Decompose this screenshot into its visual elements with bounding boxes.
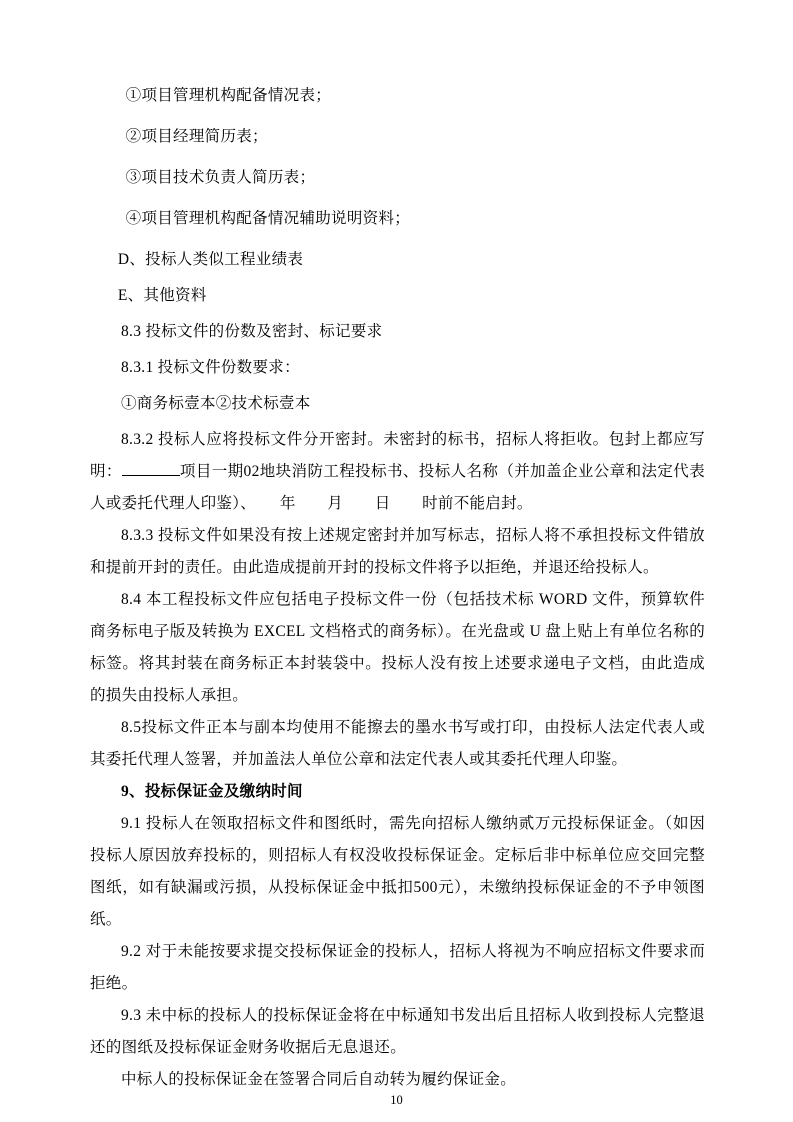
section-9-heading: 9、投标保证金及缴纳时间: [121, 783, 303, 800]
list-item-circled-1: ①项目管理机构配备情况表；: [125, 87, 332, 104]
clause-9-1: 9.1 投标人在领取招标文件和图纸时，需先向招标人缴纳贰万元投标保证金。（如因投标人原因放弃投标的，则招标人有权没收投标保证金。定标后非中标单位应交回完整图纸，如有缺漏或污损，从投标保证金中抵扣500元），未缴纳投标保证金的不予申领图纸。: [90, 815, 705, 928]
clause-8-4: 8.4 本工程投标文件应包括电子投标文件一份（包括技术标 WORD 文件，预算软件商务标电子版及转换为 EXCEL 文档格式的商务标）。在光盘或 U 盘上贴上有单位名称的标签。将其封装在商务标正本封装袋中。投标人没有按上述要求递电子文档，由此造成的损失由投标人承担。: [90, 591, 705, 704]
clause-8-3-1: 8.3.1 投标文件份数要求：: [121, 359, 300, 376]
clause-8-3-title: 8.3 投标文件的份数及密封、标记要求: [121, 323, 383, 340]
list-item-letter-d: D、投标人类似工程业绩表: [117, 251, 304, 268]
clause-8-5: 8.5投标文件正本与副本均使用不能擦去的墨水书写或打印，由投标人法定代表人或其委托代理人签署，并加盖法人单位公章和法定代表人或其委托代理人印鉴。: [90, 719, 705, 768]
fill-in-blank-project-name: [122, 461, 180, 477]
clause-9-3: 9.3 未中标的投标人的投标保证金将在中标通知书发出后且招标人收到投标人完整退还的图纸及投标保证金财务收据后无息退还。: [90, 1007, 705, 1056]
clause-8-3-2: [90, 424, 705, 520]
clause-8-3-2-text-before-blank: 8.3.2 投标人应将投标文件分开密封。未密封的标书，招标人将拒收。包封上都应写明：: [90, 431, 705, 480]
clause-8-3-1-items: ①商务标壹本②技术标壹本: [121, 395, 311, 412]
list-item-circled-4: ④项目管理机构配备情况辅助说明资料；: [125, 210, 411, 227]
clause-8-3-2-text-after-blank: 项目一期02地块消防工程投标书、投标人名称（并加盖企业公章和法定代表人或委托代理人印鉴）、 年 月 日 时前不能启封。: [90, 463, 705, 512]
list-item-circled-3: ③项目技术负责人简历表；: [125, 169, 316, 186]
page-number: 10: [390, 1093, 403, 1107]
clause-9-3-note: 中标人的投标保证金在签署合同后自动转为履约保证金。: [121, 1071, 517, 1088]
list-item-letter-e: E、其他资料: [117, 287, 207, 304]
document-body: [90, 80, 705, 1096]
list-item-circled-2: ②项目经理简历表；: [125, 128, 268, 145]
clause-9-2: 9.2 对于未能按要求提交投标保证金的投标人，招标人将视为不响应招标文件要求而拒绝。: [90, 943, 705, 992]
clause-8-3-3: 8.3.3 投标文件如果没有按上述规定密封并加写标志，招标人将不承担投标文件错放和提前开封的责任。由此造成提前开封的投标文件将予以拒绝，并退还给投标人。: [90, 527, 705, 576]
